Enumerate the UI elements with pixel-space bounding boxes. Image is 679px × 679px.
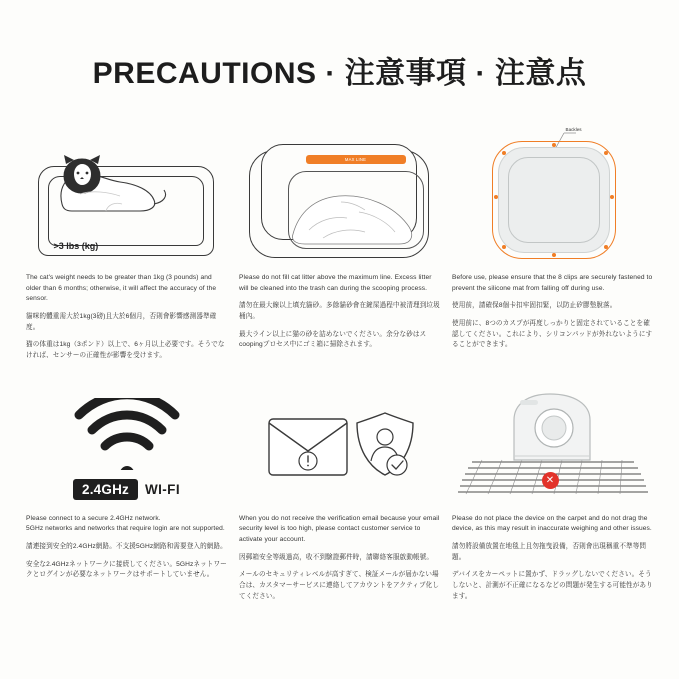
panel-email [233,384,446,603]
paragraph-en: Before use, please ensure that the 8 clips are securely fastened to prevent the silicone mat from falling off during use. [452,274,653,292]
panel-weight-text [26,273,227,362]
panel-clips [446,118,659,362]
panel-clips-text [452,273,653,351]
paragraph-zh: 請勿將設備放置在地毯上且勿拖曳設備，否則會出現稱重不準等問題。 [452,543,647,561]
panel-litter-level [233,118,446,362]
panel-carpet [446,384,659,603]
prohibition-mark: ✕ [542,472,559,489]
max-line-label: MAX LINE [306,155,406,164]
silicone-mat-frame [492,141,616,259]
paragraph-en-1: Please connect to a secure 2.4GHz network. [26,514,161,522]
panel-email-text [239,514,440,603]
panel-email-art [239,384,440,514]
no-carpet-icon [458,386,648,511]
paragraph-ja: 使用前に、8つのカスプが再度しっかりと固定されていることを確認してください。これにより、シリコンパッドが外れないようにすることができます。 [452,320,653,349]
litter-surface-icon [289,172,424,249]
paragraph-en-2: 5GHz networks and networks that require login are not supported. [26,525,225,533]
paragraph-ja: メールのセキュリティレベルが高すぎて、検証メールが届かない場合は、カスタマーサービスに連絡してアカウントをアクティブ化してください。 [239,571,440,600]
panel-clips-art [452,118,653,273]
panel-wifi-art [26,384,227,514]
clip-dot [502,245,506,249]
paragraph-ja: 最大ライン以上に猫の砂を詰めないでください。余分な砂はスcoopingプロセス中にゴミ箱に掃除されます。 [239,330,427,349]
panel-wifi-text [26,514,227,581]
clip-callout-label: Backles [565,126,582,132]
litter-mid-outline [261,144,417,240]
wifi-signal-icon [72,398,182,470]
paragraph-zh: 貓咪的體重需大於1kg(3磅)且大於6個月，否則會影響感測器準確度。 [26,313,217,331]
paragraph-en: When you do not receive the verification email because your email security level is too high, please contact customer service to activate your account. [239,514,440,544]
cat-on-mat-icon [54,154,174,220]
panel-litter-level-text [239,273,440,351]
weight-label: >3 lbs (kg) [53,241,99,251]
clip-dot [604,151,608,155]
litter-inner-basin [288,171,424,249]
paragraph-ja: 猫の体重は1kg（3ポンド）以上で、6ヶ月以上必要です。そうでなければ、センサーの正確性が影響を受けます。 [26,341,225,360]
clip-dot [604,245,608,249]
paragraph-zh: 請連接到安全的2.4GHz網路。不支援5GHz網路和需要登入的網路。 [26,543,227,551]
paragraph-zh: 使用前，請確保8個卡扣牢固扣緊，以防止矽膠墊脫落。 [452,302,617,310]
paragraph-ja: デバイスをカーペットに置かず、ドラッグしないでください。そうしないと、計測が不正確になるなどの問題が発生する可能性があります。 [452,571,653,600]
paragraph-zh: 請勿在最大線以上填充貓砂。多餘貓砂會在鏟屎過程中被清理到垃圾桶內。 [239,302,440,321]
paragraph-en: Please do not place the device on the carpet and do not drag the device, as this may result in inaccurate weighing and other issues. [452,514,652,533]
panel-weight-art [26,118,227,273]
clip-dot [502,151,506,155]
clip-dot [494,195,498,199]
panel-wifi [20,384,233,603]
email-verification-icon [245,389,435,509]
paragraph-en: The cat's weight needs to be greater than 1kg (3 pounds) and older than 6 months; otherwise, it will affect the accuracy of the sensor. [26,274,217,303]
clip-dot [552,143,556,147]
page-title: PRECAUTIONS · 注意事項 · 注意点 [92,57,587,90]
precautions-grid [20,118,659,602]
panel-weight [20,118,233,362]
clip-dot [610,195,614,199]
panel-carpet-text [452,514,653,603]
wifi-band-badge: 2.4GHz [73,479,138,500]
wifi-label: WI-FI [144,481,180,497]
clip-dot [552,253,556,257]
panel-carpet-art [452,384,653,514]
paragraph-en: Please do not fill cat litter above the maximum line. Excess litter will be cleaned into the trash can during the scooping process. [239,274,432,292]
paragraph-zh: 因郵箱安全等級過高，收不到驗證郵件時，請聯絡客服啟動帳號。 [239,553,434,561]
panel-litter-level-art [239,118,440,273]
paragraph-ja: 安全な2.4GHzネットワークに接続してください。5GHzネットワークとログインが必要なネットワークはサポートしていません。 [26,560,227,579]
